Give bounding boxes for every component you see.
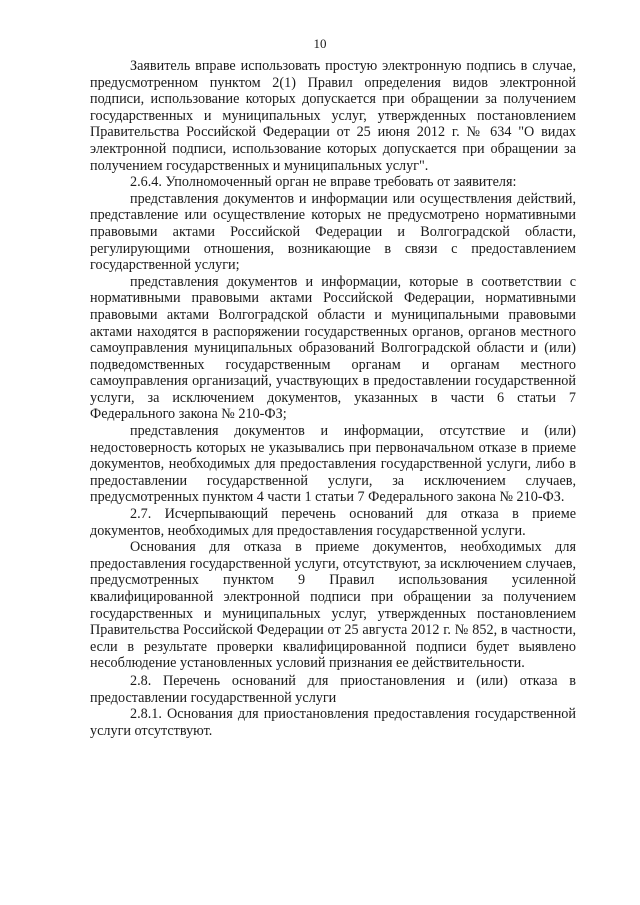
paragraph-2-7-heading: 2.7. Исчерпывающий перечень оснований для отказа в приеме документов, необходимых для предоставления государственной услуги. xyxy=(90,506,576,539)
paragraph-simple-signature: Заявитель вправе использовать простую электронную подпись в случае, предусмотренном пунктом 2(1) Правил определения видов электронной подписи, использование которых допускается при обращении за получением государственных и муниципальных услуг, утвержденных постановлением Правительства Российской Федерации от 25 июня 2012 г. № 634 "О видах электронной подписи, использование которых допускается при обращении за получением государственных и муниципальных услуг". xyxy=(90,58,576,174)
paragraph-2-8-1: 2.8.1. Основания для приостановления предоставления государственной услуги отсутствуют. xyxy=(90,706,576,739)
paragraph-list-item-1: представления документов и информации или осуществления действий, представление или осуществление которых не предусмотрено нормативными правовыми актами Российской Федерации и Волгоградской области, регулирующими отношения, возникающие в связи с предоставлением государственной услуги; xyxy=(90,190,576,274)
page-number: 10 xyxy=(313,36,327,51)
paragraph-2-6-4-heading: 2.6.4. Уполномоченный орган не вправе требовать от заявителя: xyxy=(130,174,517,191)
paragraph-2-8-heading: 2.8. Перечень оснований для приостановления и (или) отказа в предоставлении государственной услуги xyxy=(90,672,576,706)
paragraph-list-item-2: представления документов и информации, которые в соответствии с нормативными правовыми актами Российской Федерации, нормативными правовыми актами Волгоградской области и муниципальными правовыми актами находятся в распоряжении государственных органов, органов местного самоуправления муниципальных образований Волгоградской области и (или) подведомственных государственным органам и органам местного самоуправления организаций, участвующих в предоставлении государственной услуги, за исключением документов, указанных в части 6 статьи 7 Федерального закона № 210-ФЗ; xyxy=(90,273,576,423)
document-body xyxy=(90,58,576,739)
paragraph-refusal-grounds: Основания для отказа в приеме документов, необходимых для предоставления государственной услуги, отсутствуют, за исключением случаев, предусмотренных пунктом 9 Правил использования усиленной квалифицированной электронной подписи при обращении за получением государственных и муниципальных услуг, утвержденных постановлением Правительства Российской Федерации от 25 августа 2012 г. № 852, в частности, если в результате проверки квалифицированной подписи будет выявлено несоблюдение установленных условий признания ее действительности. xyxy=(90,539,576,672)
paragraph-list-item-3: представления документов и информации, отсутствие и (или) недостоверность которых не указывались при первоначальном отказе в приеме документов, необходимых для предоставления государственной услуги, либо в предоставлении государственной услуги, за исключением случаев, предусмотренных пунктом 4 части 1 статьи 7 Федерального закона № 210-ФЗ. xyxy=(90,423,576,506)
